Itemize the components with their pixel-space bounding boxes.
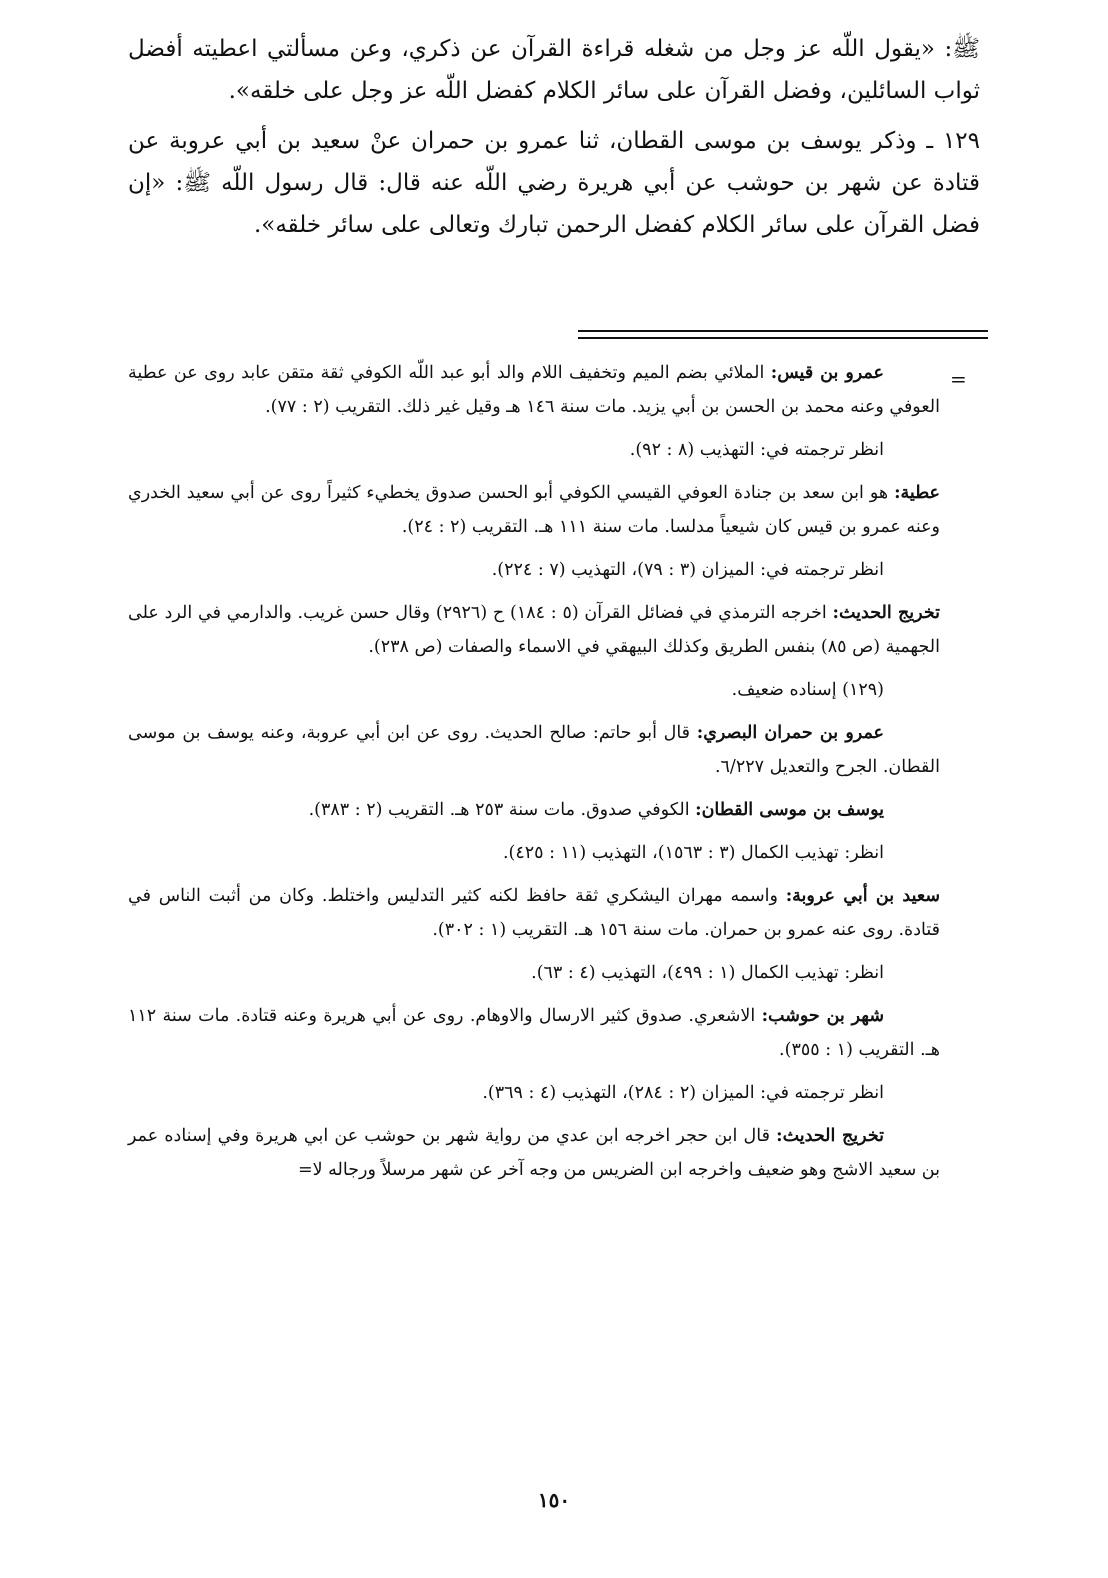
main-text	[128, 28, 980, 254]
hadith-129: ١٢٩ ـ وذكر يوسف بن موسى القطان، ثنا عمرو بن حمران عنْ سعيد بن أبي عروبة عن قتادة عن شهر بن حوشب عن أبي هريرة رضي اللّه عنه قال: قال رسول اللّه ﷺ: «إن فضل القرآن على سائر الكلام كفضل الرحمن تبارك وتعالى على سائر خلقه».	[128, 128, 980, 238]
note-isnad-129: (١٢٩) إسناده ضعيف.	[731, 680, 884, 700]
note-text: الكوفي صدوق. مات سنة ٢٥٣ هـ. التقريب (٢ : ٣٨٣).	[308, 800, 696, 820]
note-text: الملائي بضم الميم وتخفيف اللام والد أبو عبد اللّه الكوفي ثقة متقن عابد روى عن عطية العوفي وعنه محمد بن الحسن بن أبي يزيد. مات سنة ١٤٦ هـ وقيل غير ذلك. التقريب (٢ : ٧٧).	[128, 363, 940, 417]
note-text: هو ابن سعد بن جنادة العوفي القيسي الكوفي أبو الحسن صدوق يخطيء كثيراً روى عن أبي سعيد الخدري وعنه عمرو بن قيس كان شيعياً مدلسا. مات سنة ١١١ هـ. التقريب (٢ : ٢٤).	[128, 483, 940, 537]
note-reference: انظر: تهذيب الكمال (١ : ٤٩٩)، التهذيب (٤ : ٦٣).	[531, 963, 884, 983]
narrator-name: شهر بن حوشب:	[761, 1006, 884, 1026]
note-reference: انظر ترجمته في: الميزان (٢ : ٢٨٤)، التهذيب (٤ : ٣٦٩).	[482, 1083, 884, 1103]
hadith-128-ending: ﷺ: «يقول اللّه عز وجل من شغله قراءة القرآن عن ذكري، وعن مسألتي اعطيته أفضل ثواب السائلين، وفضل القرآن على سائر الكلام كفضل اللّه عز وجل على خلقه».	[128, 36, 980, 104]
note-reference: انظر: تهذيب الكمال (٣ : ١٥٦٣)، التهذيب (١١ : ٤٢٥).	[502, 843, 884, 863]
note-amr-ibn-qays	[128, 356, 940, 424]
note-text: الاشعري. صدوق كثير الارسال والاوهام. روى عن أبي هريرة وعنه قتادة. مات سنة ١١٢ هـ. التقريب (١ : ٣٥٥).	[128, 1006, 940, 1060]
continuation-mark: =	[950, 367, 967, 391]
narrator-name: عطية:	[894, 483, 940, 503]
note-text: واسمه مهران اليشكري ثقة حافظ لكنه كثير التدليس واختلط. وكان من أثبت الناس في قتادة. روى عنه عمرو بن حمران. مات سنة ١٥٦ هـ. التقريب (١ : ٣٠٢).	[128, 886, 940, 940]
note-shahr-ibn-hawshab	[128, 999, 940, 1067]
note-amr-ibn-humran	[128, 716, 940, 784]
footnote-separator-top	[578, 330, 988, 332]
footnotes	[128, 356, 940, 1196]
note-reference: انظر ترجمته في: التهذيب (٨ : ٩٢).	[629, 440, 884, 460]
footnote-separator-bottom	[578, 337, 988, 339]
note-takhrij-128	[128, 596, 940, 664]
note-reference: انظر ترجمته في: الميزان (٣ : ٧٩)، التهذيب (٧ : ٢٢٤).	[491, 560, 884, 580]
narrator-name: يوسف بن موسى القطان:	[695, 800, 884, 820]
note-text: اخرجه الترمذي في فضائل القرآن (٥ : ١٨٤) ح (٢٩٢٦) وقال حسن غريب. والدارمي في الرد على الجهمية (ص ٨٥) بنفس الطريق وكذلك البيهقي في الاسماء والصفات (ص ٢٣٨).	[128, 603, 940, 657]
note-said-ibn-abi-aruba	[128, 879, 940, 947]
note-yusuf-ibn-musa	[128, 793, 940, 827]
narrator-name: عمرو بن قيس:	[770, 363, 884, 383]
note-takhrij-129	[128, 1119, 940, 1187]
page-number: ١٥٠	[537, 1488, 571, 1512]
takhrij-label: تخريج الحديث:	[776, 1126, 885, 1146]
narrator-name: سعيد بن أبي عروبة:	[785, 886, 940, 906]
narrator-name: عمرو بن حمران البصري:	[696, 723, 885, 743]
note-text: قال أبو حاتم: صالح الحديث. روى عن ابن أبي عروبة، وعنه يوسف بن موسى القطان. الجرح والتعديل ٦/٢٢٧.	[128, 723, 940, 777]
takhrij-label: تخريج الحديث:	[832, 603, 941, 623]
note-text: قال ابن حجر اخرجه ابن عدي من رواية شهر بن حوشب عن ابي هريرة وفي إسناده عمر بن سعيد الاشج وهو ضعيف واخرجه ابن الضريس من وجه آخر عن شهر مرسلاً ورجاله لا=	[128, 1126, 940, 1180]
note-atiyya	[128, 476, 940, 544]
